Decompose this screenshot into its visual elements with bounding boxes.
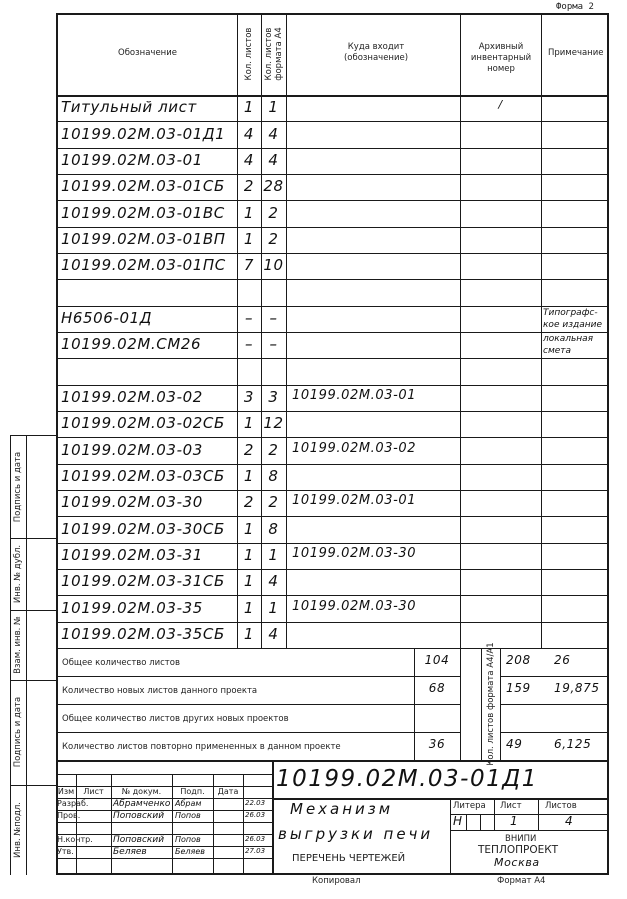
sheet-value: 1 bbox=[510, 814, 519, 828]
litera-sub-1 bbox=[466, 814, 467, 830]
litera-label: Литера bbox=[453, 801, 486, 811]
row-designation: 10199.02М.03-31СБ bbox=[61, 572, 225, 591]
row-separator bbox=[56, 227, 608, 228]
product-name-line-1: Механизм bbox=[290, 800, 394, 818]
row-designation: Титульный лист bbox=[61, 98, 197, 117]
row-a4-count: 1 bbox=[268, 598, 279, 617]
row-separator bbox=[56, 516, 608, 517]
row-designation: 10199.02М.03-35СБ bbox=[61, 624, 225, 643]
row-note-line: локальная bbox=[543, 334, 594, 344]
revision-header: Дата bbox=[217, 787, 239, 796]
row-a4-count: 28 bbox=[263, 177, 284, 196]
row-designation: Н6506-01Д bbox=[61, 308, 153, 327]
title-right-divider bbox=[450, 798, 451, 873]
row-separator bbox=[56, 200, 608, 201]
row-sheet-count: 1 bbox=[243, 466, 255, 485]
form-label: Форма 2 bbox=[556, 2, 594, 12]
row-designation: 10199.02М.СМ26 bbox=[61, 335, 202, 354]
footer-copied: Копировал bbox=[312, 876, 361, 886]
summary-top-line bbox=[56, 648, 608, 649]
summary-value: 36 bbox=[428, 737, 446, 751]
litera-divider bbox=[494, 798, 495, 830]
row-separator bbox=[56, 464, 608, 465]
document-title: ПЕРЕЧЕНЬ ЧЕРТЕЖЕЙ bbox=[292, 853, 406, 864]
row-sheet-count: – bbox=[244, 308, 254, 327]
row-sheet-count: 2 bbox=[243, 440, 255, 459]
litera-sub-2 bbox=[480, 814, 481, 830]
signer-name: Абрамченко bbox=[113, 799, 171, 809]
revision-header: Лист bbox=[83, 787, 104, 796]
row-separator bbox=[56, 332, 608, 333]
stamp-line-c bbox=[10, 610, 56, 611]
row-sheet-count: 4 bbox=[243, 150, 255, 169]
summary-separator bbox=[56, 704, 460, 705]
frame-left bbox=[56, 13, 58, 874]
revision-header: Изм bbox=[57, 787, 75, 796]
frame-right bbox=[607, 13, 609, 874]
row-a4-count: 1 bbox=[268, 545, 279, 564]
org-name-line-1: ВНИПИ bbox=[505, 834, 537, 844]
signer-role: Разраб. bbox=[57, 799, 89, 808]
row-a4-count: 3 bbox=[268, 387, 279, 406]
row-a4-count: 8 bbox=[268, 519, 279, 538]
summary-label: Количество новых листов данного проекта bbox=[62, 686, 258, 696]
stamp-orig-inv: Инв. №подл. bbox=[13, 802, 23, 858]
row-designation: 10199.02М.03-01ПС bbox=[61, 256, 226, 275]
header-a4-count: Кол. листов формата А4 bbox=[264, 27, 284, 81]
stamp-line-b bbox=[10, 538, 56, 539]
row-note-line: смета bbox=[543, 346, 572, 356]
summary-label: Количество листов повторно примененных в данном проекте bbox=[62, 742, 341, 752]
frame-bottom bbox=[56, 873, 609, 875]
revision-header: Подп. bbox=[180, 787, 205, 796]
summary-a4-separator bbox=[500, 676, 608, 677]
stamp-sign-date-2: Подпись и дата bbox=[13, 696, 23, 768]
row-sheet-count: 7 bbox=[243, 256, 255, 275]
row-separator bbox=[56, 385, 608, 386]
revision-row-line bbox=[56, 846, 272, 847]
row-separator bbox=[56, 437, 608, 438]
litera-value: Н bbox=[453, 814, 463, 828]
row-separator bbox=[56, 490, 608, 491]
row-note-line: кое издание bbox=[543, 319, 602, 330]
summary-separator bbox=[56, 676, 460, 677]
header-archive: Архивный инвентарный номер bbox=[470, 42, 532, 74]
signer-date: 26.03 bbox=[245, 811, 266, 819]
summary-a4-value: 49 bbox=[506, 737, 523, 751]
row-sheet-count: 1 bbox=[243, 624, 255, 643]
stamp-sign-date-1: Подпись и дата bbox=[13, 451, 23, 523]
row-a4-count: 4 bbox=[268, 624, 279, 643]
revision-row-line bbox=[56, 822, 272, 823]
row-sheet-count: 4 bbox=[243, 124, 255, 143]
summary-a4-separator bbox=[500, 732, 608, 733]
row-designation: 10199.02М.03-02СБ bbox=[61, 414, 225, 433]
row-sheet-count: 1 bbox=[243, 519, 255, 538]
summary-a4-separator bbox=[500, 704, 608, 705]
row-sheet-count: 1 bbox=[243, 572, 255, 591]
summary-a4-value: 208 bbox=[506, 653, 531, 667]
row-sheet-count: 3 bbox=[243, 387, 255, 406]
signer-signature: Попов bbox=[175, 811, 201, 820]
revision-col-line bbox=[243, 774, 244, 873]
row-designation: 10199.02М.03-31 bbox=[61, 545, 203, 564]
summary-a4-line-2 bbox=[481, 648, 482, 760]
row-separator bbox=[56, 174, 608, 175]
revision-header: № докум. bbox=[121, 787, 162, 796]
header-included-in: Куда входит (обозначение) bbox=[343, 42, 409, 63]
stamp-inner-line bbox=[26, 435, 27, 875]
col-line-3 bbox=[286, 13, 287, 648]
row-a4-count: – bbox=[269, 335, 278, 354]
summary-a1-value: 26 bbox=[554, 653, 571, 667]
row-separator bbox=[56, 279, 608, 280]
signer-name: Поповский bbox=[113, 835, 165, 845]
signer-date: 26.03 bbox=[245, 835, 266, 843]
row-designation: 10199.02М.03-01Д1 bbox=[61, 124, 226, 143]
row-included-in: 10199.02М.03-30 bbox=[292, 545, 417, 561]
header-note: Примечание bbox=[548, 48, 604, 58]
summary-separator bbox=[56, 732, 460, 733]
stamp-line-e bbox=[10, 785, 56, 786]
signer-date: 27.03 bbox=[245, 847, 266, 855]
row-sheet-count: 2 bbox=[243, 493, 255, 512]
row-sheet-count: – bbox=[244, 335, 254, 354]
col-line-5 bbox=[541, 13, 542, 648]
row-included-in: 10199.02М.03-01 bbox=[292, 387, 417, 403]
revision-row-line bbox=[56, 774, 272, 775]
row-separator bbox=[56, 306, 608, 307]
row-designation: 10199.02М.03-01 bbox=[61, 150, 203, 169]
stamp-outer-line bbox=[10, 435, 11, 875]
row-separator bbox=[56, 358, 608, 359]
title-block-top bbox=[56, 760, 608, 762]
row-designation: 10199.02М.03-03СБ bbox=[61, 466, 225, 485]
frame-top bbox=[56, 13, 608, 15]
document-number: 10199.02М.03-01Д1 bbox=[276, 766, 538, 792]
row-a4-count: 2 bbox=[268, 493, 279, 512]
row-designation: 10199.02М.03-01ВС bbox=[61, 203, 225, 222]
row-designation: 10199.02М.03-01СБ bbox=[61, 177, 225, 196]
row-a4-count: 8 bbox=[268, 466, 279, 485]
row-a4-count: 2 bbox=[268, 440, 279, 459]
row-note-line: Типографс- bbox=[543, 307, 598, 318]
row-a4-count: 4 bbox=[268, 150, 279, 169]
signer-name: Поповский bbox=[113, 811, 165, 821]
summary-label: Общее количество листов других новых проектов bbox=[62, 714, 289, 724]
signer-name: Беляев bbox=[113, 847, 147, 857]
signer-role: Пров. bbox=[57, 811, 81, 820]
row-designation: 10199.02М.03-30СБ bbox=[61, 519, 225, 538]
row-included-in: 10199.02М.03-01 bbox=[292, 493, 417, 509]
summary-label: Общее количество листов bbox=[62, 658, 180, 668]
org-name-line-3: Москва bbox=[494, 856, 540, 869]
row-designation: 10199.02М.03-30 bbox=[61, 493, 203, 512]
row-a4-count: 4 bbox=[268, 572, 279, 591]
signer-role: Н.контр. bbox=[57, 835, 93, 844]
header-sheet-count: Кол. листов bbox=[244, 27, 254, 81]
row-designation: 10199.02М.03-35 bbox=[61, 598, 203, 617]
footer-format: Формат А4 bbox=[497, 876, 546, 886]
summary-a4-line-1 bbox=[460, 648, 461, 760]
row-a4-count: 1 bbox=[268, 98, 279, 117]
product-name-line-2: выгрузки печи bbox=[278, 825, 434, 843]
row-separator bbox=[56, 622, 608, 623]
row-sheet-count: 1 bbox=[243, 545, 255, 564]
stamp-replace-inv: Взам. инв. № bbox=[13, 616, 23, 674]
row-included-in: 10199.02М.03-02 bbox=[292, 440, 417, 456]
row-sheet-count: 1 bbox=[243, 98, 255, 117]
stamp-line-a bbox=[10, 435, 56, 436]
row-separator bbox=[56, 121, 608, 122]
row-a4-count: 4 bbox=[268, 124, 279, 143]
row-a4-count: 2 bbox=[268, 203, 279, 222]
row-sheet-count: 1 bbox=[243, 203, 255, 222]
signer-signature: Беляев bbox=[175, 847, 205, 856]
row-sheet-count: 1 bbox=[243, 414, 255, 433]
revision-row-line bbox=[56, 858, 272, 859]
signer-signature: Попов bbox=[175, 835, 201, 844]
row-separator bbox=[56, 148, 608, 149]
row-separator bbox=[56, 253, 608, 254]
row-archive-number: / bbox=[498, 98, 503, 112]
litera-value-line bbox=[450, 830, 608, 831]
signer-role: Утв. bbox=[57, 847, 74, 856]
row-sheet-count: 1 bbox=[243, 229, 255, 248]
row-a4-count: 10 bbox=[263, 256, 284, 275]
litera-header-line bbox=[450, 814, 608, 815]
org-name-line-2: ТЕПЛОПРОЕКТ bbox=[478, 844, 559, 856]
stamp-dup-inv: Инв. № дубл. bbox=[13, 544, 23, 604]
row-a4-count: 2 bbox=[268, 229, 279, 248]
row-designation: 10199.02М.03-02 bbox=[61, 387, 203, 406]
row-designation: 10199.02М.03-01ВП bbox=[61, 229, 226, 248]
header-bottom-line bbox=[56, 95, 608, 97]
summary-value: 68 bbox=[428, 681, 446, 695]
row-sheet-count: 1 bbox=[243, 598, 255, 617]
stamp-line-d bbox=[10, 680, 56, 681]
row-separator bbox=[56, 543, 608, 544]
header-designation: Обозначение bbox=[118, 48, 177, 58]
row-separator bbox=[56, 595, 608, 596]
sheet-label: Лист bbox=[500, 801, 522, 811]
row-designation: 10199.02М.03-03 bbox=[61, 440, 203, 459]
header-a4-count-cell bbox=[262, 14, 286, 94]
summary-value: 104 bbox=[424, 653, 450, 667]
title-block-divider bbox=[272, 760, 274, 873]
row-a4-count: 12 bbox=[263, 414, 284, 433]
row-included-in: 10199.02М.03-30 bbox=[292, 598, 417, 614]
signer-signature: Абрам bbox=[175, 799, 202, 808]
sheet-divider bbox=[538, 798, 539, 830]
sheets-label: Листов bbox=[545, 801, 577, 811]
summary-a4-value: 159 bbox=[506, 681, 531, 695]
summary-a1-value: 19,875 bbox=[554, 681, 600, 695]
summary-a4-header: Кол. листов формата А4/А1 bbox=[486, 642, 496, 766]
signer-date: 22.03 bbox=[245, 799, 266, 807]
row-a4-count: – bbox=[269, 308, 278, 327]
sheets-value: 4 bbox=[565, 814, 574, 828]
summary-a1-value: 6,125 bbox=[554, 737, 592, 751]
row-sheet-count: 2 bbox=[243, 177, 255, 196]
row-separator bbox=[56, 569, 608, 570]
row-separator bbox=[56, 411, 608, 412]
